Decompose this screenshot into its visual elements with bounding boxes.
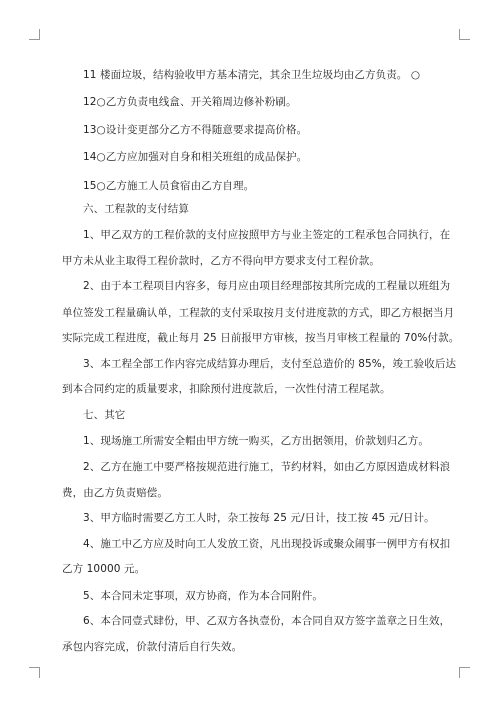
page-corner-mark-top-right bbox=[459, 29, 470, 40]
paragraph-line: 费，由乙方负责赔偿。 bbox=[62, 487, 168, 499]
paragraph-line: 承包内容完成，价款付清后自行失效。 bbox=[62, 641, 243, 653]
paragraph-line: 2、乙方在施工中要严格按规范进行施工，节约材料，如由乙方原因造成材料浪 bbox=[83, 461, 451, 473]
paragraph-line: 到本合同约定的质量要求，扣除预付进度款后，一次性付清工程尾款。 bbox=[62, 383, 391, 395]
paragraph-line: 12○乙方负责电线盒、开关箱周边修补粉刷。 bbox=[83, 96, 297, 108]
paragraph-line: 13○设计变更部分乙方不得随意要求提高价格。 bbox=[83, 124, 308, 136]
section-heading-6: 六、工程款的支付结算 bbox=[83, 203, 189, 215]
paragraph-line: 甲方未从业主取得工程价款时，乙方不得向甲方要求支付工程价款。 bbox=[62, 255, 380, 267]
paragraph-line: 实际完成工程进度，截止每月 25 日前报甲方审核，按当月审核工程量的 70%付款。 bbox=[62, 332, 460, 344]
paragraph-line: 5、本合同未定事项，双方协商，作为本合同附件。 bbox=[83, 590, 323, 602]
paragraph-line: 乙方 10000 元。 bbox=[62, 563, 146, 575]
paragraph-line: 1、现场施工所需安全帽由甲方统一购买，乙方出据领用，价款划归乙方。 bbox=[83, 435, 429, 447]
page-corner-mark-bottom-left bbox=[29, 667, 40, 678]
paragraph-line: 3、甲方临时需要乙方工人时，杂工按每 25 元/日计，技工按 45 元/日计。 bbox=[83, 512, 435, 524]
paragraph-line: 11 楼面垃圾，结构验收甲方基本清完，其余卫生垃圾均由乙方负责。 ○ bbox=[83, 69, 421, 81]
page-corner-mark-bottom-right bbox=[459, 667, 470, 678]
paragraph-line: 2、由于本工程项目内容多，每月应由项目经理部按其所完成的工程量以班组为 bbox=[83, 280, 451, 292]
paragraph-line: 单位签发工程量确认单，工程款的支付采取按月支付进度款的方式，即乙方根据当月 bbox=[62, 307, 455, 319]
paragraph-line: 14○乙方应加强对自身和相关班组的成品保护。 bbox=[83, 151, 308, 163]
paragraph-line: 6、本合同壹式肆份，甲、乙双方各执壹份，本合同自双方签字盖章之日生效， bbox=[83, 615, 451, 627]
page-corner-mark-top-left bbox=[29, 29, 40, 40]
section-heading-7: 七、其它 bbox=[83, 409, 126, 421]
paragraph-line: 15○乙方施工人员食宿由乙方自理。 bbox=[83, 180, 255, 192]
paragraph-line: 3、本工程全部工作内容完成结算办理后，支付至总造价的 85%，竣工验收后达 bbox=[83, 358, 457, 370]
paragraph-line: 4、施工中乙方应及时向工人发放工资，凡出现投诉或聚众闹事一例甲方有权扣 bbox=[83, 538, 451, 550]
paragraph-line: 1、甲乙双方的工程价款的支付应按照甲方与业主签定的工程承包合同执行，在 bbox=[83, 229, 451, 241]
